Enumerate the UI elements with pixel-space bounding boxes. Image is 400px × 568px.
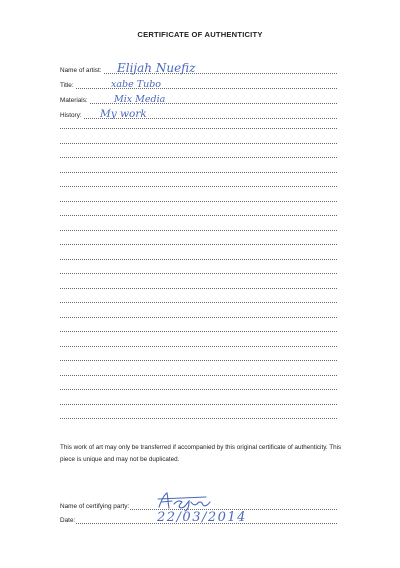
blank-rule [60, 172, 337, 173]
blank-rule [60, 215, 337, 216]
blank-rule [60, 259, 337, 260]
blank-rule [60, 389, 337, 390]
history-value: My work [100, 107, 147, 120]
materials-dotted-line [60, 103, 337, 104]
blank-rule [60, 317, 337, 318]
materials-value: Mix Media [114, 93, 166, 105]
blank-rule [60, 375, 337, 376]
blank-rule [60, 157, 337, 158]
blank-rule [60, 288, 337, 289]
materials-label: Materials: [60, 96, 88, 104]
transfer-notice: This work of art may only be transferred if accompanied by this original certificate of authenticity. This piece is unique and may not be duplicated. [60, 444, 342, 463]
title-field [60, 79, 337, 90]
blank-rule [60, 273, 337, 274]
date-label: Date: [60, 516, 76, 524]
blank-rule [60, 128, 337, 129]
blank-rule [60, 346, 337, 347]
history-field [60, 109, 337, 120]
certifying-party-signature [156, 490, 214, 512]
blank-rule [60, 143, 337, 144]
certifying-party-label: Name of certifying party: [60, 502, 130, 510]
title-label: Title: [60, 81, 74, 89]
date-field [60, 510, 337, 525]
title-dotted-line [60, 88, 337, 89]
history-label: History: [60, 111, 82, 119]
certificate-title: CERTIFICATE OF AUTHENTICITY [137, 30, 263, 39]
blank-rule [60, 186, 337, 187]
blank-rule [60, 230, 337, 231]
materials-field [60, 94, 337, 105]
date-value: 22/03/2014 [157, 510, 247, 525]
blank-rule [60, 331, 337, 332]
artist-value: Elijah Nuefiz [117, 61, 196, 75]
blank-rule [60, 302, 337, 303]
artist-label: Name of artist: [60, 66, 102, 74]
blank-rule [60, 360, 337, 361]
blank-rule [60, 418, 337, 419]
title-value: xabe Tubo [111, 78, 162, 90]
blank-rule [60, 404, 337, 405]
artist-field [60, 61, 337, 75]
blank-rule [60, 244, 337, 245]
blank-rule [60, 201, 337, 202]
